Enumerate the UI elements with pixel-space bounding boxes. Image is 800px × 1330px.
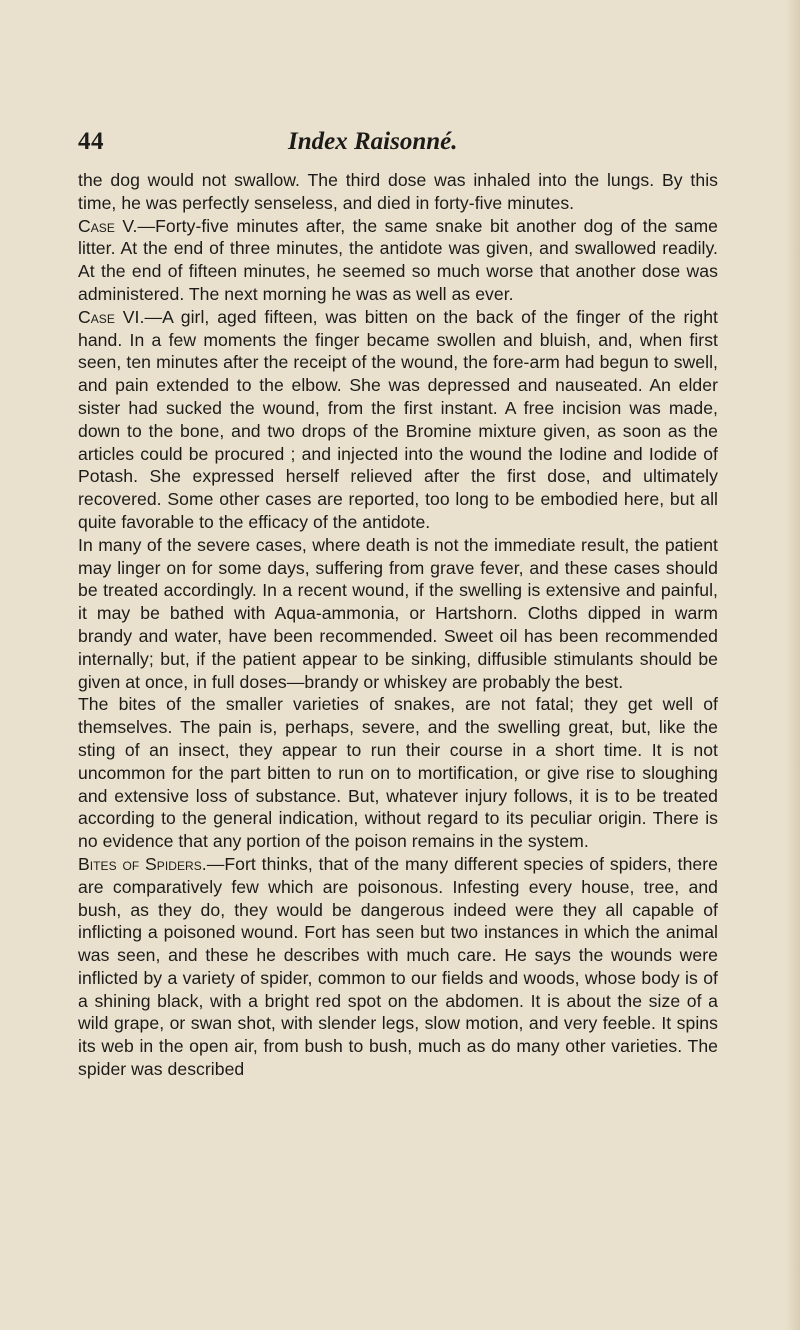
paragraph-smaller-snakes xyxy=(78,693,718,853)
paragraph-text: —Fort thinks, that of the many different species of spiders, there are comparatively few which are poisonous. Infesting every house, tree, and bush, as they do, they would be dangerous indeed were they all capable of inflicting a poisoned wound. Fort has seen but two instances in which the animal was seen, and these he describes with much care. He says the wounds were inflicted by a variety of spider, common to our fields and woods, whose body is of a shining black, with a bright red spot on the abdomen. It is about the size of a wild grape, or swan shot, with slender legs, slow motion, and very feeble. It spins its web in the open air, from bush to bush, much as do many other varieties. The spider was described xyxy=(78,853,718,1080)
paragraph-text: In many of the severe cases, where death is not the immediate result, the patient may linger on for some days, suffering from grave fever, and these cases should be treated accordingly. In a recent wound, if the swelling is extensive and painful, it may be bathed with Aqua-ammonia, or Hartshorn. Cloths dipped in warm brandy and water, have been recommended. Sweet oil has been recommended internally; but, if the patient appear to be sinking, diffusible stimulants should be given at once, in full doses—brandy or whiskey are probably the best. xyxy=(78,534,718,692)
paragraph-text: —A girl, aged fifteen, was bitten on the back of the finger of the right hand. In a few moments the finger became swollen and bluish, and, when first seen, ten minutes after the receipt of the wound, the fore-arm had begun to swell, and pain extended to the elbow. She was depressed and nauseated. An elder sister had sucked the wound, from the first instant. A free incision was made, down to the bone, and two drops of the Bromine mixture given, as soon as the articles could be procured ; and injected into the wound the Iodine and Iodide of Potash. She expressed herself relieved after the first dose, and ultimately recovered. Some other cases are reported, too long to be embodied here, but all quite favorable to the efficacy of the antidote. xyxy=(78,306,718,532)
paragraph-severe-cases xyxy=(78,534,718,694)
paragraph-text: —Forty-five minutes after, the same snake bit another dog of the same litter. At the end of three minutes, the antidote was given, and swallowed readily. At the end of fifteen minutes, he seemed so much worse that another dose was administered. The next morning he was as well as ever. xyxy=(78,215,718,304)
case-heading: Case VI. xyxy=(78,306,145,327)
page-edge-shadow xyxy=(786,0,800,1330)
paragraph-text: The bites of the smaller varieties of snakes, are not fatal; they get well of themselves. The pain is, perhaps, severe, and the swelling great, but, like the sting of an insect, they appear to run their course in a short time. It is not uncommon for the part bitten to run on to mortification, or give rise to sloughing and extensive loss of substance. But, whatever injury follows, it is to be treated according to the general indication, without regard to its peculiar origin. There is no evidence that any portion of the poison remains in the system. xyxy=(78,694,718,852)
paragraph-case-vi xyxy=(78,306,718,534)
page-number: 44 xyxy=(78,128,104,155)
case-heading: Case V. xyxy=(78,215,138,236)
page-header xyxy=(78,128,718,162)
paragraph-text: the dog would not swallow. The third dose was inhaled into the lungs. By this time, he was perfectly senseless, and died in forty-five minutes. xyxy=(78,170,718,213)
section-heading: Bites of Spiders. xyxy=(78,853,207,874)
running-title: Index Raisonné. xyxy=(288,128,458,155)
paragraph-case-v xyxy=(78,215,718,306)
paragraph-bites-of-spiders xyxy=(78,853,718,1081)
body-text xyxy=(78,169,718,1081)
paragraph-continuation xyxy=(78,169,718,215)
